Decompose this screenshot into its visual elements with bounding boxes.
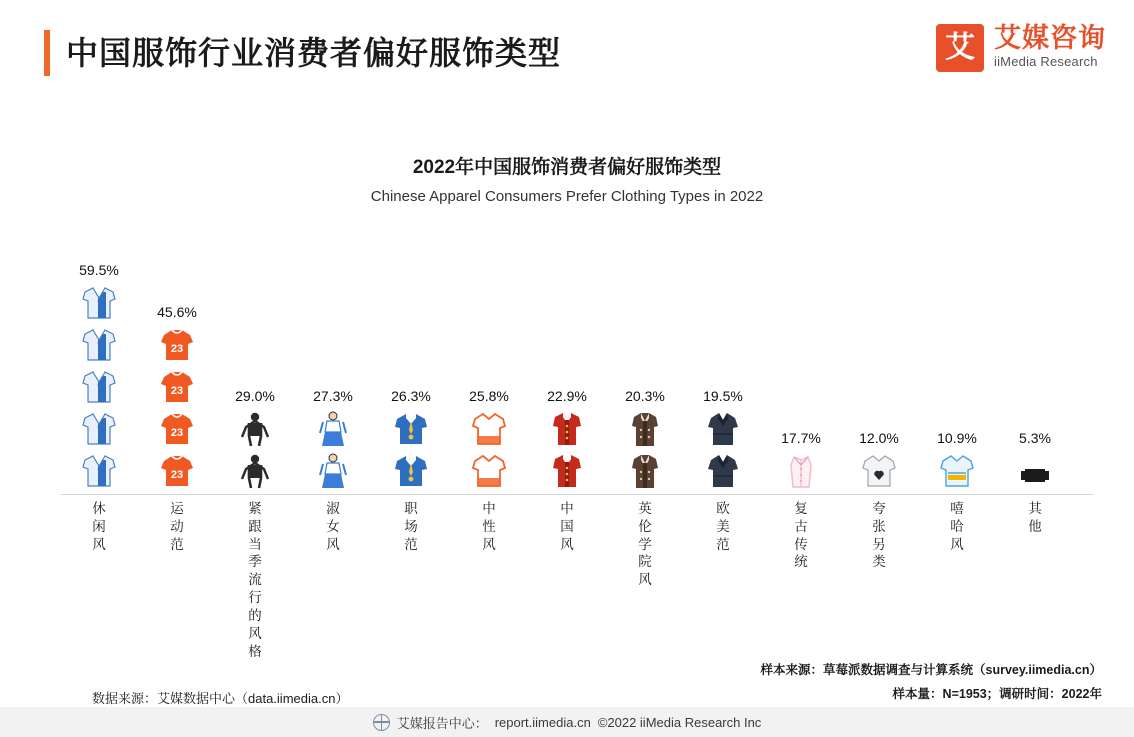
x-axis-label: 中性风 [482, 501, 496, 552]
office-suit-icon [389, 410, 433, 452]
bar-value-label: 25.8% [469, 388, 509, 404]
x-axis-label: 欧美范 [716, 501, 730, 552]
x-axis-label: 其他 [1028, 501, 1042, 534]
pictogram-stack [1013, 452, 1057, 494]
pictogram-stack [389, 410, 433, 494]
shirt-casual-icon [77, 326, 121, 368]
svg-text:23: 23 [170, 469, 184, 481]
hiphop-tee-icon [935, 452, 979, 494]
bar-value-label: 26.3% [391, 388, 431, 404]
bar-value-label: 10.9% [937, 430, 977, 446]
pictogram-bar-chart [60, 236, 1094, 496]
pictogram-stack [701, 410, 745, 494]
page-footer [0, 707, 1134, 737]
logo-name-en: iiMedia Research [994, 54, 1098, 70]
chinese-style-icon [545, 410, 589, 452]
x-axis-label: 中国风 [560, 501, 574, 552]
page-header [0, 0, 1134, 104]
pictogram-stack [545, 410, 589, 494]
bar-value-label: 5.3% [1019, 430, 1051, 446]
sample-source-note: 样本来源：草莓派数据调查与计算系统（survey.iimedia.cn） [760, 663, 1102, 677]
chart-bar [372, 236, 450, 494]
bar-value-label: 29.0% [235, 388, 275, 404]
shirt-casual-icon [77, 368, 121, 410]
chart-bar [840, 236, 918, 494]
pictogram-stack [779, 452, 823, 494]
other-icon [1013, 452, 1057, 494]
western-jacket-icon [701, 452, 745, 494]
british-coat-icon [623, 410, 667, 452]
x-axis-label: 紧跟当季流行的风格 [248, 501, 262, 659]
pictogram-stack [155, 326, 199, 494]
bar-value-label: 22.9% [547, 388, 587, 404]
chart-bar [294, 236, 372, 494]
x-axis-label: 休闲风 [92, 501, 106, 552]
lady-dress-icon [311, 410, 355, 452]
chart-bar [528, 236, 606, 494]
pictogram-stack [467, 410, 511, 494]
logo-mark-icon: 艾 [936, 24, 984, 72]
brand-logo [936, 24, 1106, 72]
chart-bar [450, 236, 528, 494]
pictogram-stack [623, 410, 667, 494]
globe-icon [373, 714, 390, 731]
chart-bar [762, 236, 840, 494]
footer-label: 艾媒报告中心： [396, 715, 488, 731]
x-axis-line [60, 494, 1094, 495]
bar-value-label: 59.5% [79, 262, 119, 278]
chart-subtitle: Chinese Apparel Consumers Prefer Clothing Types in 2022 [370, 188, 764, 205]
chart-bar [918, 236, 996, 494]
pictogram-stack [935, 452, 979, 494]
bar-value-label: 17.7% [781, 430, 821, 446]
title-accent-bar [44, 30, 50, 76]
pictogram-stack [857, 452, 901, 494]
sample-size-note: 样本量：N=1953；调研时间：2022年 [892, 687, 1102, 701]
bar-value-label: 19.5% [703, 388, 743, 404]
chart-bar [684, 236, 762, 494]
bar-value-label: 12.0% [859, 430, 899, 446]
western-jacket-icon [701, 410, 745, 452]
trend-outfit-icon [233, 452, 277, 494]
chart-bar [60, 236, 138, 494]
data-source-note: 数据来源：艾媒数据中心（data.iimedia.cn） [92, 691, 349, 706]
bar-value-label: 27.3% [313, 388, 353, 404]
shirt-casual-icon [77, 284, 121, 326]
neutral-tee-icon [467, 452, 511, 494]
chinese-style-icon [545, 452, 589, 494]
svg-text:23: 23 [170, 385, 184, 397]
svg-text:23: 23 [170, 427, 184, 439]
jersey-sport-icon [155, 368, 199, 410]
x-axis-labels [60, 500, 1094, 659]
british-coat-icon [623, 452, 667, 494]
retro-qipao-icon [779, 452, 823, 494]
x-axis-label: 英伦学院风 [638, 501, 652, 588]
logo-name-cn: 艾媒咨询 [994, 23, 1106, 54]
pictogram-stack [233, 410, 277, 494]
jersey-sport-icon [155, 452, 199, 494]
lady-dress-icon [311, 452, 355, 494]
jersey-sport-icon [155, 410, 199, 452]
chart-bar [606, 236, 684, 494]
chart-bar [216, 236, 294, 494]
neutral-tee-icon [467, 410, 511, 452]
jersey-sport-icon [155, 326, 199, 368]
x-axis-label: 运动范 [170, 501, 184, 552]
x-axis-label: 复古传统 [794, 501, 808, 570]
page-title: 中国服饰行业消费者偏好服饰类型 [66, 35, 562, 71]
x-axis-label: 夸张另类 [872, 501, 886, 570]
bar-value-label: 45.6% [157, 304, 197, 320]
shirt-casual-icon [77, 410, 121, 452]
svg-text:23: 23 [170, 343, 184, 355]
x-axis-label: 嘻哈风 [950, 501, 964, 552]
pictogram-stack [77, 284, 121, 494]
x-axis-label: 淑女风 [326, 501, 340, 552]
footer-copyright: ©2022 iiMedia Research Inc [597, 714, 762, 730]
chart-title: 2022年中国服饰消费者偏好服饰类型 [412, 157, 722, 178]
chart-bar [138, 236, 216, 494]
exaggerated-tee-icon [857, 452, 901, 494]
x-axis-label: 职场范 [404, 501, 418, 552]
chart-bar [996, 236, 1074, 494]
office-suit-icon [389, 452, 433, 494]
logo-text [994, 24, 1106, 72]
footer-link[interactable]: report.iimedia.cn [494, 714, 591, 730]
trend-outfit-icon [233, 410, 277, 452]
pictogram-stack [311, 410, 355, 494]
shirt-casual-icon [77, 452, 121, 494]
bar-value-label: 20.3% [625, 388, 665, 404]
